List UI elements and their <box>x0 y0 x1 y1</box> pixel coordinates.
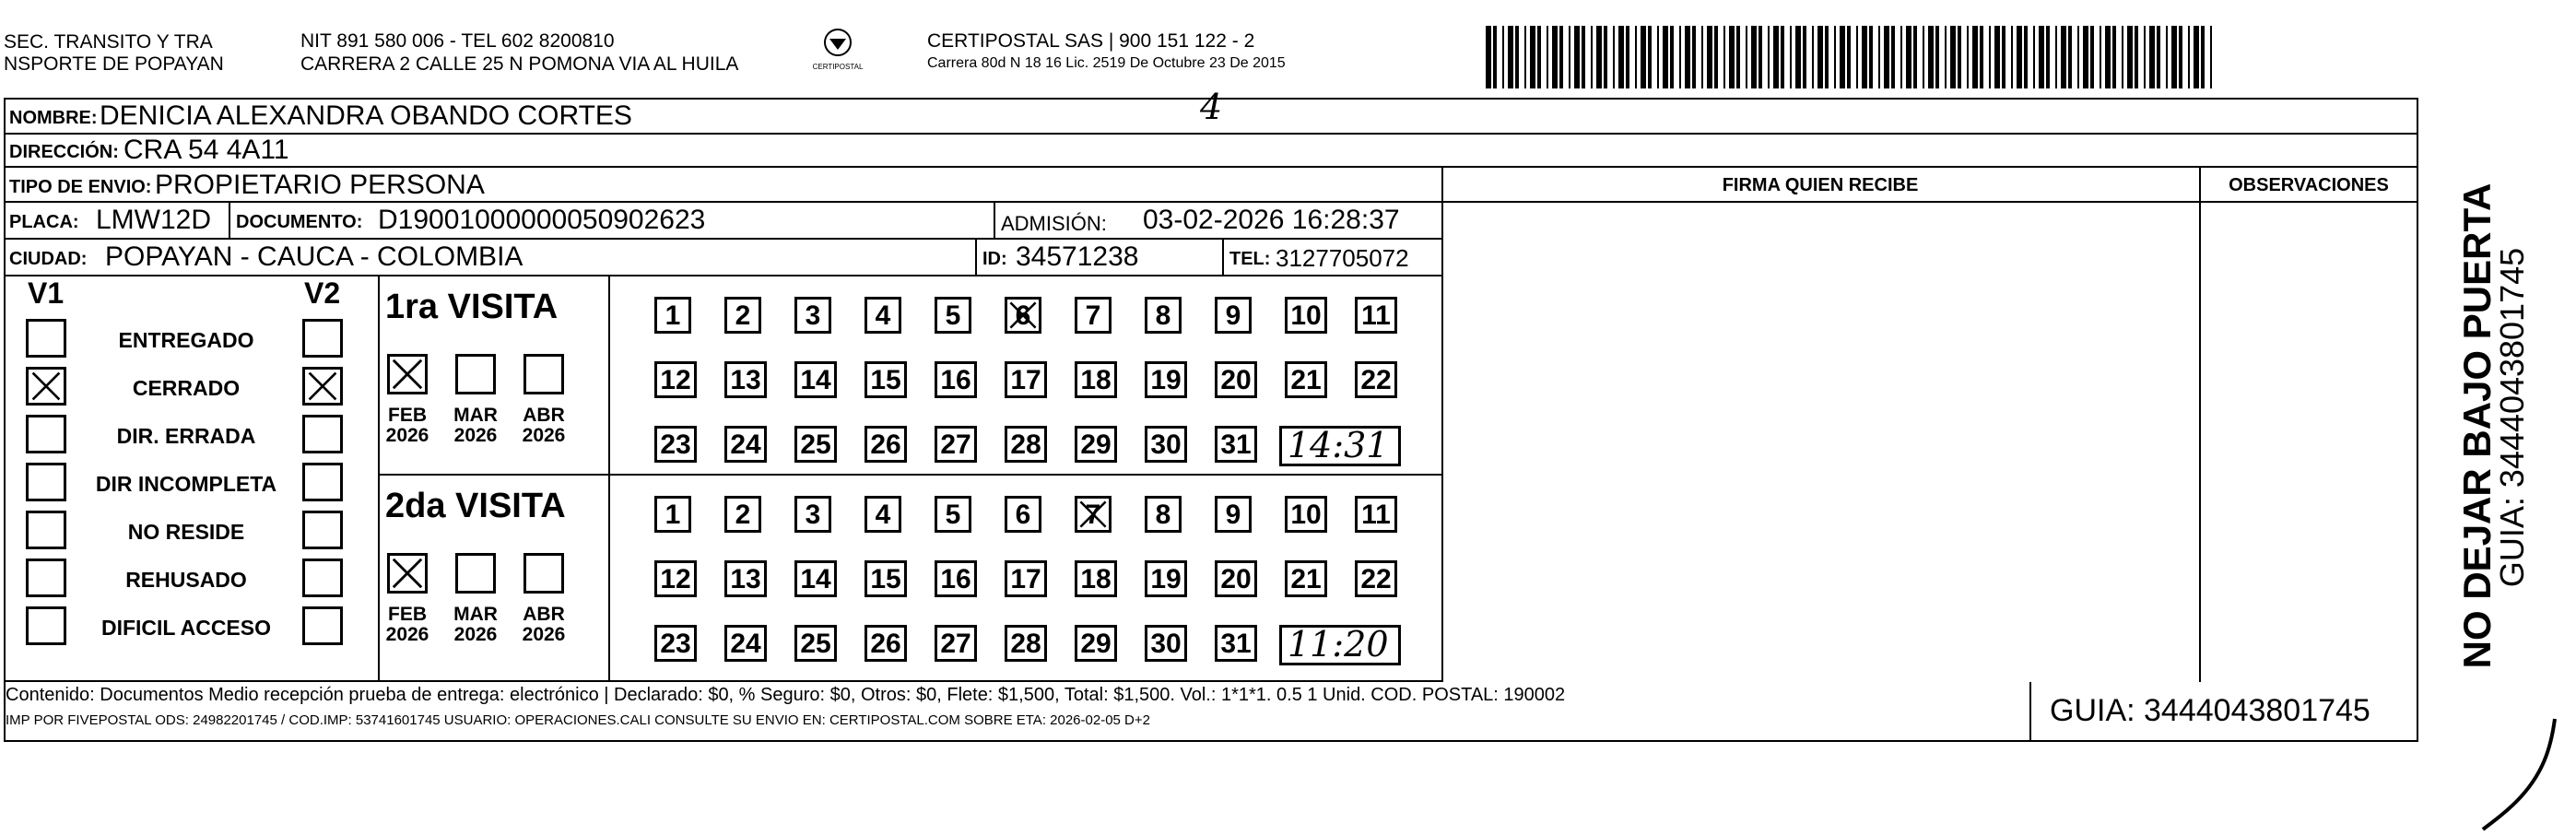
day-box[interactable]: 4 <box>865 297 901 334</box>
day-box[interactable]: 27 <box>935 625 977 662</box>
footer-contenido: Contenido: Documentos Medio recepción prueba de entrega: electrónico | Declarado: $0, % Seguro: $0, Otros: $0, Flete: $1,500, Total: $1,500. Vol.: 1*1*1. 0.5 1 Unid. COD. POSTAL: 190002 <box>6 685 1566 705</box>
status-area <box>6 276 1443 682</box>
day-box[interactable]: 25 <box>794 625 837 662</box>
id-value: 34571238 <box>1016 241 1139 272</box>
status-item-label: ENTREGADO <box>118 328 254 352</box>
day-box[interactable]: 26 <box>865 625 907 662</box>
day-box[interactable]: 18 <box>1075 560 1117 597</box>
status-divider <box>378 276 380 680</box>
status-item-label: NO RESIDE <box>127 520 245 544</box>
side-warning: NO DEJAR BAJO PUERTA <box>2455 182 2499 669</box>
signature-column <box>1441 168 2201 682</box>
v1-label: V1 <box>28 276 65 310</box>
tel-cell <box>1224 240 1443 276</box>
month-year: 2026 <box>385 624 429 645</box>
month-name: MAR <box>453 405 498 426</box>
ciudad-value: POPAYAN - CAUCA - COLOMBIA <box>105 241 523 272</box>
day-box[interactable]: 15 <box>865 560 907 597</box>
day-box[interactable]: 3 <box>794 297 831 334</box>
day-box[interactable]: 13 <box>724 361 767 398</box>
day-box[interactable]: 23 <box>654 426 697 463</box>
month-name: FEB <box>388 604 427 625</box>
day-box[interactable]: 22 <box>1355 560 1397 597</box>
footer-row <box>6 682 2417 740</box>
observations-header: OBSERVACIONES <box>2201 168 2417 203</box>
day-box[interactable]: 23 <box>654 625 697 662</box>
month-name: MAR <box>453 604 498 625</box>
month-year: 2026 <box>522 624 566 645</box>
visit-title: 2da VISITA <box>385 487 566 525</box>
day-box[interactable]: 9 <box>1215 297 1252 334</box>
day-box[interactable]: 6 <box>1005 297 1041 334</box>
ciudad-label: CIUDAD: <box>9 249 88 269</box>
visit-title-divider <box>608 276 610 680</box>
visit-time: 11:20 <box>1288 624 1389 664</box>
day-box[interactable]: 31 <box>1215 625 1257 662</box>
day-box[interactable]: 9 <box>1215 496 1252 533</box>
status-item-label: DIFICIL ACCESO <box>100 616 271 640</box>
day-box[interactable]: 13 <box>724 560 767 597</box>
day-box[interactable]: 15 <box>865 361 907 398</box>
footer-guia: GUIA: 3444043801745 <box>2050 693 2370 728</box>
courier-block <box>927 29 1286 75</box>
handwritten-mark: 4 <box>1200 87 1223 127</box>
day-box[interactable]: 6 <box>1005 496 1041 533</box>
footer-guia-box <box>2029 682 2417 740</box>
visit-row-divider <box>378 474 1441 476</box>
day-box[interactable]: 7 <box>1075 496 1112 533</box>
status-item-label: DIR INCOMPLETA <box>95 472 277 496</box>
day-box[interactable]: 5 <box>935 297 971 334</box>
month-year: 2026 <box>385 425 429 446</box>
day-box[interactable]: 5 <box>935 496 971 533</box>
day-box[interactable]: 16 <box>935 361 977 398</box>
tipo-label: TIPO DE ENVIO: <box>9 177 152 197</box>
day-box[interactable]: 8 <box>1145 496 1182 533</box>
day-box[interactable]: 1 <box>654 496 691 533</box>
day-box[interactable]: 14 <box>794 560 837 597</box>
day-box[interactable]: 8 <box>1145 297 1182 334</box>
day-box[interactable]: 19 <box>1145 560 1187 597</box>
day-box[interactable]: 27 <box>935 426 977 463</box>
tipo-value: PROPIETARIO PERSONA <box>155 170 485 200</box>
documento-label: DOCUMENTO: <box>236 212 363 232</box>
month-name: ABR <box>523 604 565 625</box>
admision-cell <box>995 203 1443 240</box>
day-box[interactable]: 20 <box>1215 560 1257 597</box>
day-box[interactable]: 21 <box>1285 361 1327 398</box>
address-line: CARRERA 2 CALLE 25 N POMONA VIA AL HUILA <box>300 53 739 75</box>
day-box[interactable]: 29 <box>1075 426 1117 463</box>
issuer-line-1: SEC. TRANSITO Y TRA <box>4 31 213 53</box>
day-box[interactable]: 10 <box>1285 297 1327 334</box>
day-box[interactable]: 14 <box>794 361 837 398</box>
day-box[interactable]: 29 <box>1075 625 1117 662</box>
day-box[interactable]: 24 <box>724 625 767 662</box>
v2-label: V2 <box>304 276 341 310</box>
day-box[interactable]: 3 <box>794 496 831 533</box>
status-item-label: REHUSADO <box>125 568 247 592</box>
day-box[interactable]: 21 <box>1285 560 1327 597</box>
day-box[interactable]: 25 <box>794 426 837 463</box>
month-year: 2026 <box>522 425 566 446</box>
ciudad-cell <box>6 240 977 276</box>
day-box[interactable]: 7 <box>1075 297 1112 334</box>
day-box[interactable]: 30 <box>1145 625 1187 662</box>
tipo-row <box>6 168 1443 203</box>
visit-title: 1ra VISITA <box>385 288 559 326</box>
documento-cell <box>230 203 995 240</box>
tel-value: 3127705072 <box>1276 244 1409 272</box>
observations-column <box>2201 168 2417 682</box>
day-box[interactable]: 30 <box>1145 426 1187 463</box>
status-item-label: DIR. ERRADA <box>116 424 256 448</box>
nit-line: NIT 891 580 006 - TEL 602 8200810 <box>300 30 615 52</box>
month-year: 2026 <box>453 425 498 446</box>
day-box[interactable]: 17 <box>1005 560 1047 597</box>
day-box[interactable]: 16 <box>935 560 977 597</box>
nombre-value: DENICIA ALEXANDRA OBANDO CORTES <box>100 100 632 131</box>
signature-header: FIRMA QUIEN RECIBE <box>1441 168 2199 203</box>
logo-caption: CERTIPOSTAL <box>812 63 864 71</box>
day-box[interactable]: 31 <box>1215 426 1257 463</box>
day-box[interactable]: 20 <box>1215 361 1257 398</box>
direccion-label: DIRECCIÓN: <box>9 142 119 162</box>
day-box[interactable]: 28 <box>1005 625 1047 662</box>
direccion-row <box>6 135 2417 168</box>
day-box[interactable]: 1 <box>654 297 691 334</box>
day-box[interactable]: 11 <box>1355 297 1397 334</box>
placa-cell <box>6 203 230 240</box>
day-box[interactable]: 28 <box>1005 426 1047 463</box>
day-box[interactable]: 22 <box>1355 361 1397 398</box>
admision-value: 03-02-2026 16:28:37 <box>1143 205 1400 235</box>
month-name: FEB <box>388 405 427 426</box>
admision-label: ADMISIÓN: <box>1001 212 1107 235</box>
barcode <box>1486 26 2223 88</box>
direccion-value: CRA 54 4A11 <box>124 135 289 165</box>
status-item-label: CERRADO <box>132 376 241 400</box>
day-box[interactable]: 2 <box>724 297 761 334</box>
day-box[interactable]: 19 <box>1145 361 1187 398</box>
courier-name: CERTIPOSTAL SAS | 900 151 122 - 2 <box>927 30 1255 52</box>
day-box[interactable]: 26 <box>865 426 907 463</box>
nombre-row <box>6 87 2417 135</box>
month-name: ABR <box>523 405 565 426</box>
day-box[interactable]: 11 <box>1355 496 1397 533</box>
day-box[interactable]: 24 <box>724 426 767 463</box>
day-box[interactable]: 12 <box>654 560 697 597</box>
id-cell <box>977 240 1224 276</box>
pen-stroke <box>2479 710 2562 835</box>
issuer-info-block <box>300 29 738 76</box>
day-box[interactable]: 10 <box>1285 496 1327 533</box>
issuer-line-2: NSPORTE DE POPAYAN <box>4 53 224 75</box>
month-year: 2026 <box>453 624 498 645</box>
tel-label: TEL: <box>1229 249 1271 269</box>
day-box[interactable]: 12 <box>654 361 697 398</box>
visit-time: 14:31 <box>1288 425 1389 465</box>
id-label: ID: <box>982 249 1007 269</box>
courier-address: Carrera 80d N 18 16 Lic. 2519 De Octubre 23 De 2015 <box>927 55 1286 71</box>
certipostal-logo <box>806 28 870 76</box>
side-guia: GUIA: 3444043801745 <box>2493 247 2531 588</box>
placa-label: PLACA: <box>9 212 79 232</box>
documento-value: D19001000000050902623 <box>378 205 706 235</box>
day-box[interactable]: 18 <box>1075 361 1117 398</box>
nombre-label: NOMBRE: <box>9 108 98 128</box>
placa-value: LMW12D <box>96 205 212 235</box>
day-box[interactable]: 2 <box>724 496 761 533</box>
day-box[interactable]: 17 <box>1005 361 1047 398</box>
issuer-block <box>4 31 224 76</box>
day-box[interactable]: 4 <box>865 496 901 533</box>
footer-imp: IMP POR FIVEPOSTAL ODS: 24982201745 / COD.IMP: 53741601745 USUARIO: OPERACIONES.CALI CONSULTE SU ENVIO EN: CERTIPOSTAL.COM SOBRE ETA: 2026-02-05 D+2 <box>6 712 1150 728</box>
